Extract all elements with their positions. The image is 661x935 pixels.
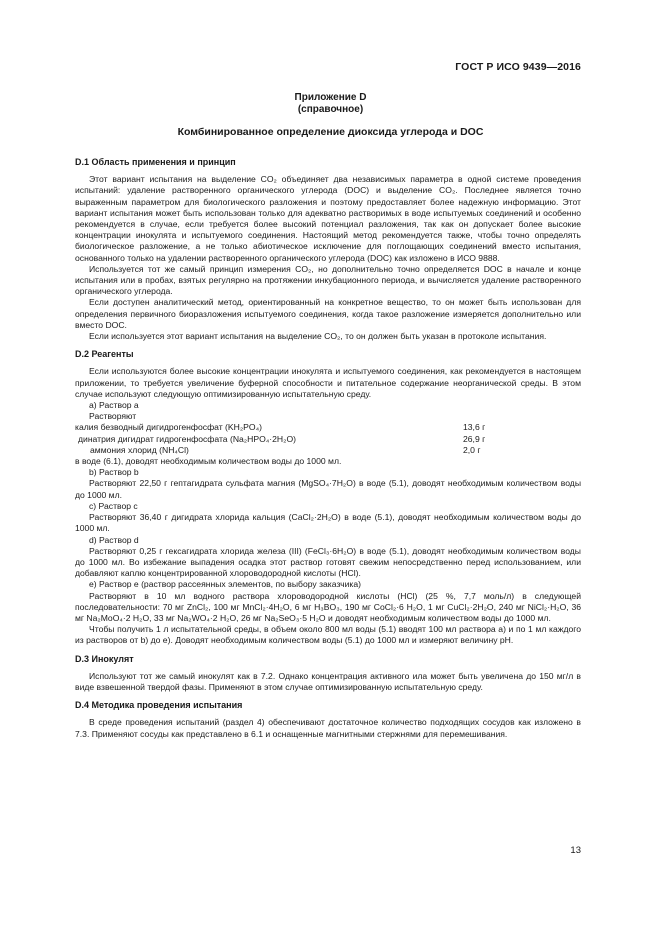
paragraph: Если доступен аналитический метод, ориентированный на конкретное вещество, то он может быть использован для определения первичного биоразложения испытуемого соединения, когда такое разложение измеряется дополнительно или вместо DOC. — [75, 297, 581, 330]
section-title-inoculum: D.3 Инокулят — [75, 653, 134, 664]
paragraph: В среде проведения испытаний (раздел 4) обеспечивают достаточное количество подходящих сосудов как изложено в 7.3. Применяют сосуды как представлено в 6.1 и оснащенные магнитными стержнями для перемешивания. — [75, 717, 581, 739]
reagent-name: калия безводный дигидрогенфосфат (KH₂PO₄) — [75, 422, 262, 433]
reagent-name: аммония хлорид (NH₄Cl) — [90, 444, 189, 455]
paragraph: Если используются более высокие концентрации инокулята и испытуемого соединения, как рекомендуется в настоящем приложении, то требуется увеличение буферной способности и питательное содержание неорганической среды. В этом случае используют следующую оптимизированную испытательную среду. — [75, 366, 581, 399]
paragraph: Растворяют 36,40 г дигидрата хлорида кальция (CaCl₂·2H₂O) в воде (5.1), доводят необходимым количеством воды до 1000 мл. — [75, 512, 581, 534]
document-body — [75, 157, 581, 740]
reagent-row — [75, 434, 581, 445]
paragraph: Используют тот же самый инокулят как в 7.2. Однако концентрация активного ила может быть увеличена до 150 мг/л в виде взвешенной твердой фазы. Применяют в этом случае оптимизированную испытательную среду. — [75, 670, 581, 692]
reagent-row — [75, 422, 581, 433]
paragraph: Если используется этот вариант испытания на выделение CO₂, то он должен быть указан в протоколе испытания. — [89, 331, 547, 342]
reagent-name: динатрия дигидрат гидрогенфосфата (Na₂HPO₄·2H₂O) — [78, 433, 297, 444]
paragraph: Растворяют 0,25 г гексагидрата хлорида железа (III) (FeCl₃·6H₂O) в воде (5.1), доводят необходимым количеством воды до 1000 мл. Во избежание выпадения осадка этот раствор готовят свежим непосредственно перед использованием, или добавляют каплю концентрированной хлороводородной кислоты (HCl). — [75, 545, 581, 579]
paragraph: Чтобы получить 1 л испытательной среды, в объем около 800 мл воды (5.1) вводят 100 мл раствора a) и по 1 мл каждого из растворов от b) до e). Доводят необходимым количеством воды (5.1) до 1000 мл и измеряют величину pH. — [75, 624, 581, 646]
reagent-row — [75, 445, 581, 456]
reagent-amount: 26,9 г — [463, 433, 486, 444]
paragraph: Растворяют в 10 мл водного раствора хлороводородной кислоты (HCl) (25 %, 7,7 моль/л) в следующей последовательности: 70 мг ZnCl₂, 100 мг MnCl₂·4H₂O, 6 мг H₃BO₃, 190 мг CoCl₂·6 H₂O, 1 мг CuCl₂·2H₂O, 240 мг NiCl₂·H₂O, 36 мг Na₂MoO₄·2 H₂O, 33 мг Na₂WO₄·2 H₂O, 26 мг Na₂SeO₃·5 H₂O и доводят необходимым количеством воды до 1000 мл. — [75, 590, 581, 623]
page-number: 13 — [570, 845, 581, 856]
section-title-scope: D.1 Область применения и принцип — [75, 157, 236, 167]
list-item-label: e) Раствор e (раствор рассеянных элементов, по выбору заказчика) — [89, 579, 361, 590]
appendix-subtitle: (справочное) — [297, 104, 364, 115]
list-text: Растворяют — [89, 411, 137, 422]
list-item-label: a) Раствор a — [89, 400, 139, 411]
section-title-procedure: D.4 Методика проведения испытания — [75, 700, 243, 711]
section-title-reagents: D.2 Реагенты — [75, 349, 134, 360]
paragraph: Используется тот же самый принцип измерения CO₂, но дополнительно точно определяется DOC в начале и конце испытания или в пробах, взятых регулярно на протяжении инкубационного периода, и вычисляется удаление растворенного органического углерода. — [75, 263, 581, 297]
list-item-label: c) Раствор c — [89, 500, 138, 511]
reagent-amount: 13,6 г — [463, 422, 486, 433]
paragraph: в воде (6.1), доводят необходимым количеством воды до 1000 мл. — [75, 456, 342, 467]
reagent-amount: 2,0 г — [463, 444, 481, 455]
appendix-title: Приложение D — [294, 92, 367, 103]
list-item-label: d) Раствор d — [89, 534, 139, 545]
appendix-heading: Комбинированное определение диоксида углерода и DOC — [177, 126, 484, 138]
paragraph: Этот вариант испытания на выделение CO₂ объединяет два независимых параметра в одной системе проведения испытаний: удаление растворенного органического углерода (DOC) и выделение CO₂. Последнее является точно выраженным параметром для биологического разложения и поэтому предоставляет более надежную информацию. Этот вариант испытания может быть использован только для адекватно растворимых в воде испытуемых соединений и особенно рекомендуется в случае, если требуется более высокий потенциал разложения, так как он допускает более высокие концентрации инокулята и испытуемого соединения. Настоящий метод рекомендуется также, чтобы точно определять биологическое разложение, а не только абиотическое исключение для поглощающих соединений вместо испытания, основанного только на удалении растворенного органического углерода (DOC) как изложено в ИСО 9888. — [75, 174, 581, 263]
list-item-label: b) Раствор b — [89, 467, 139, 478]
standard-header: ГОСТ Р ИСО 9439—2016 — [455, 61, 581, 73]
paragraph: Растворяют 22,50 г гептагидрата сульфата магния (MgSO₄·7H₂O) в воде (5.1), доводят необходимым количеством воды до 1000 мл. — [75, 478, 581, 500]
